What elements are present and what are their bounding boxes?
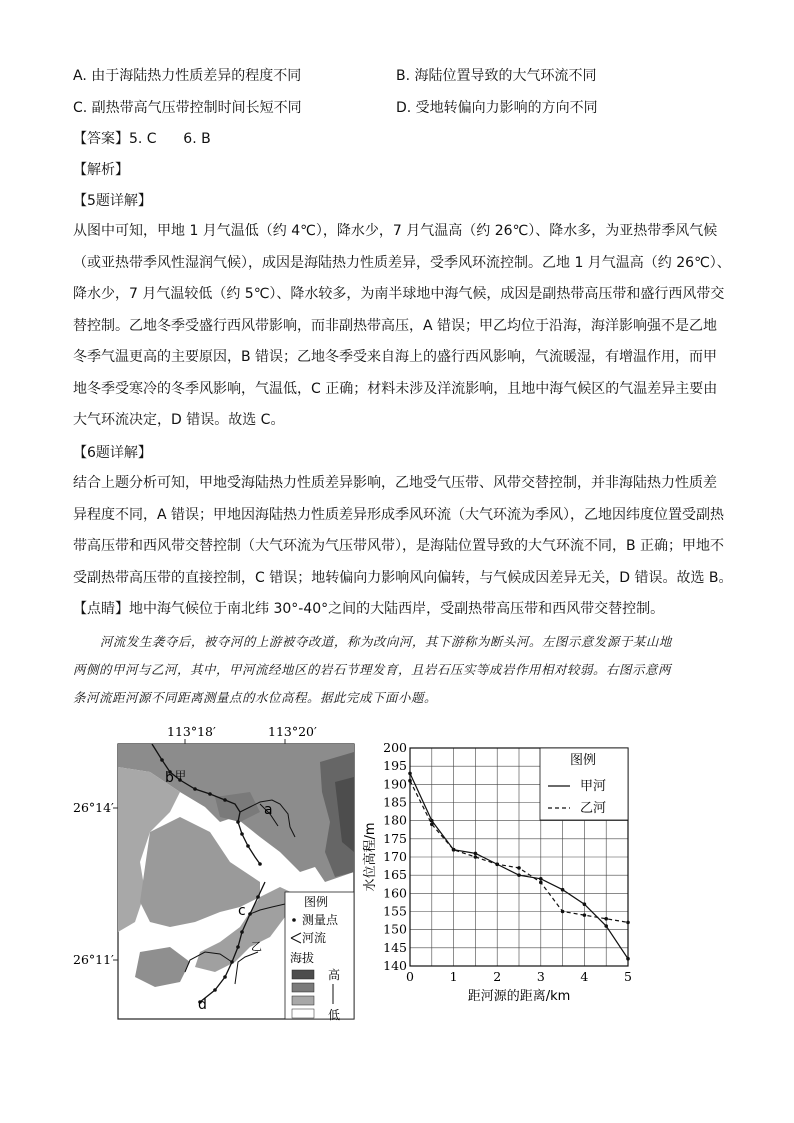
option-a: A. 由于海陆热力性质差异的程度不同 [73,68,302,84]
label-d: d [198,997,207,1013]
data-point-0 [517,873,521,877]
label-jia: 甲 [175,769,186,782]
passage-line: 条河流距河源不同距离测量点的水位高程。据此完成下面小题。 [73,690,438,705]
label-a: a [264,802,273,818]
q6-line: 带高压带和西风带交替控制（大气环流为气压带风带），是海陆位置导致的大气环流不同，B 正确；甲地不 [73,538,725,554]
x-tick-label: 1 [449,969,458,984]
data-point-0 [539,877,543,881]
legend-series-yi: 乙河 [580,801,607,816]
y-tick-label: 195 [383,758,407,774]
data-point-1 [583,913,587,917]
y-tick-label: 180 [383,812,407,828]
data-point-1 [495,862,499,866]
q5-line: 冬季气温更高的主要原因，B 错误；乙地冬季受来自海上的盛行西风影响，气流暖湿，有增温作用，而甲 [73,349,718,365]
q6-line: 异程度不同，A 错误；甲地因海陆热力性质差异形成季风环流（大气环流为季风），乙地因纬度位置受副热 [73,506,725,523]
q5-heading: 【5题详解】 [73,193,152,209]
chart-legend-title: 图例 [570,753,597,768]
x-tick-label: 2 [493,969,502,984]
y-tick-label: 140 [383,958,407,973]
y-tick-label: 170 [383,849,407,864]
y-tick-label: 185 [383,794,407,810]
data-point-1 [517,866,521,870]
y-tick-label: 200 [383,740,407,755]
chart-legend [540,748,628,820]
water-level-chart [360,738,650,1018]
data-point-0 [583,902,587,906]
passage-line: 两侧的甲河与乙河，其中，甲河流经地区的岩石节理发育，且岩石压实等成岩作用相对较弱。右图示意两 [73,662,672,677]
data-point-0 [604,924,608,928]
x-tick-label: 4 [580,969,589,984]
tip-line [73,599,664,619]
map-legend-river: 河流 [302,931,327,945]
x-tick-label: 0 [406,969,414,984]
map-legend-measure: 测量点 [302,913,339,927]
data-point-1 [452,848,456,852]
q5-line: 降水少，7 月气温较低（约 5℃）、降水较多，为南半球地中海气候，成因是副热带高压带和盛行西风带交 [73,286,725,302]
map-legend [285,892,354,1022]
option-c: C. 副热带高气压带控制时间长短不同 [73,100,302,116]
y-tick-label: 145 [383,939,407,955]
lat-label-bottom: 26°11′ [73,952,114,967]
q5-line: （或亚热带季风性湿润气候），成因是海陆热力性质差异，受季风环流控制。乙地 1 月气温高（约 26℃）、 [73,254,731,271]
map-legend-title: 图例 [304,895,329,909]
map-legend-low: 低 [328,1008,341,1022]
passage-line: 河流发生袭夺后，被夺河的上游被夺改道，称为改向河，其下游称为断头河。左图示意发源于某山地 [73,634,672,649]
data-point-1 [539,881,543,885]
y-tick-label: 150 [383,921,407,937]
data-point-0 [561,888,565,892]
q6-line: 结合上题分析可知，甲地受海陆热力性质差异影响，乙地受气压带、风带交替控制，并非海陆热力性质差 [73,475,717,491]
answer-label: 【答案】 [73,131,129,147]
y-axis-label: 水位高程/m [363,822,378,892]
lon-label-left: 113°18′ [167,724,216,739]
data-point-1 [430,823,434,827]
data-point-1 [474,855,478,859]
q6-heading: 【6题详解】 [73,445,152,461]
y-tick-label: 175 [383,830,407,846]
data-point-1 [561,910,565,914]
data-point-0 [474,852,478,856]
y-tick-label: 165 [383,867,407,883]
answer-line [73,129,211,149]
map-legend-high: 高 [328,968,341,982]
label-b: b [165,770,174,786]
y-tick-label: 190 [383,776,407,792]
label-yi: 乙 [251,940,262,953]
map-legend-elevation: 海拔 [290,951,315,965]
q5-line: 地冬季受寒冷的冬季风影响，气温低，C 正确；材料未涉及洋流影响，且地中海气候区的气温差异主要由 [73,380,718,397]
option-b: B. 海陆位置导致的大气环流不同 [396,68,597,84]
river-map [73,722,370,1022]
x-tick-label: 3 [536,969,545,984]
q6-line: 受副热带高压带的直接控制，C 错误；地转偏向力影响风向偏转，与气候成因差异无关，D 错误。故选 B。 [73,569,733,586]
tip-label: 【点睛】 [73,601,129,617]
q5-line: 从图中可知，甲地 1 月气温低（约 4℃），降水少，7 月气温高（约 26℃）、降水多，为亚热带季风气候 [73,223,718,239]
q5-line: 大气环流决定，D 错误。故选 C。 [73,412,285,428]
x-axis-label: 距河源的距离/km [467,989,571,1004]
data-point-1 [604,917,608,921]
label-c: c [238,903,246,919]
lat-label-top: 26°14′ [73,800,114,815]
answer-text: 5. C 6. B [129,131,211,147]
x-tick-label: 5 [624,969,632,984]
lon-label-right: 113°20′ [268,724,317,739]
analysis-label: 【解析】 [73,162,129,178]
y-tick-label: 155 [383,903,407,919]
y-tick-label: 160 [383,885,407,901]
tip-text: 地中海气候位于南北纬 30°-40°之间的大陆西岸，受副热带高压带和西风带交替控制。 [129,601,665,617]
legend-series-jia: 甲河 [580,779,607,794]
option-d: D. 受地转偏向力影响的方向不同 [396,100,598,116]
q5-line: 替控制。乙地冬季受盛行西风带影响，而非副热带高压，A 错误；甲乙均位于沿海，海洋影响强不是乙地 [73,317,718,334]
